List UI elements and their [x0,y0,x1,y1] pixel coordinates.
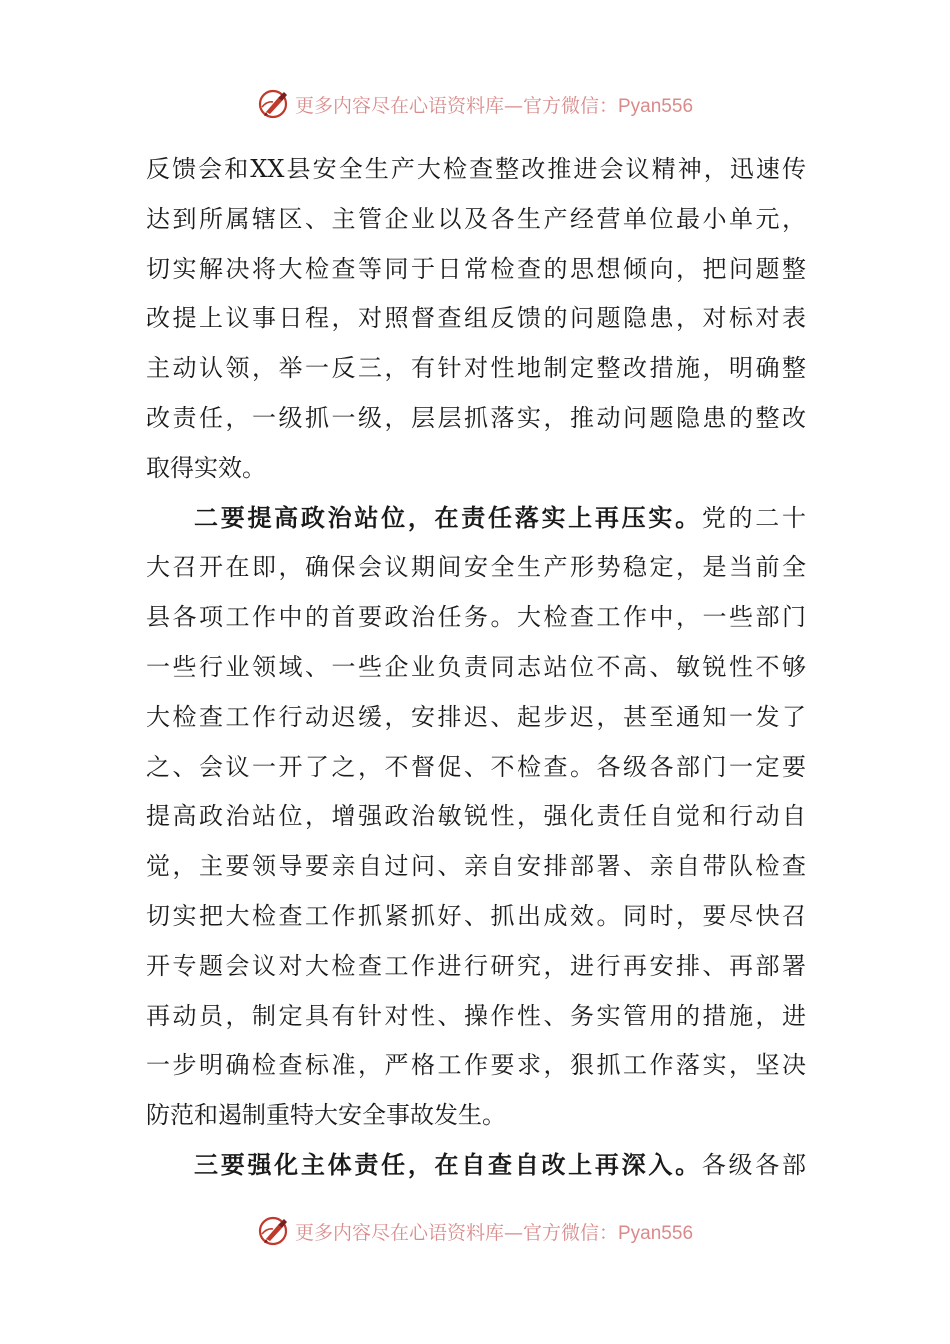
watermark-label: 更多内容尽在心语资料库—官方微信： [294,94,618,117]
text-line: 之、会议一开了之，不督促、不检查。各级各部门一定要 [146,752,806,781]
footer-watermark-banner [0,1211,950,1251]
text-line: 达到所属辖区、主管企业以及各生产经营单位最小单元， [146,204,806,233]
document-body [146,145,806,1191]
header-watermark-banner [0,84,950,124]
text-line: 切实解决将大检查等同于日常检查的思想倾向，把问题整 [146,254,806,283]
pen-nib-logo-icon [257,1214,291,1248]
text-line: 县各项工作中的首要政治任务。大检查工作中，一些部门 [146,603,806,632]
text-line: 切实把大检查工作抓紧抓好、抓出成效。同时，要尽快召 [146,901,806,930]
section-heading: 三要强化主体责任，在自查自改上再深入。 [194,1150,702,1179]
paragraph-3-first-line [146,1141,806,1191]
text-line: 反馈会和XX县安全生产大检查整改推进会议精神，迅速传 [146,155,806,183]
text-line: 一些行业领域、一些企业负责同志站位不高、敏锐性不够 [146,652,806,681]
text-line: 大召开在即，确保会议期间安全生产形势稳定，是当前全 [146,553,806,582]
text-span: 党的二十 [701,503,806,532]
wechat-handle: Pyan556 [618,1222,694,1244]
text-line: 取得实效。 [146,453,266,482]
pen-nib-logo-icon [257,87,291,121]
paragraph-1 [146,145,806,494]
text-line: 改责任，一级抓一级，层层抓落实，推动问题隐患的整改 [146,403,806,432]
text-line: 防范和遏制重特大安全事故发生。 [146,1101,506,1130]
paragraph-2 [146,494,806,1141]
paragraph-3 [146,1141,806,1191]
text-line: 提高政治站位，增强政治敏锐性，强化责任自觉和行动自 [146,802,806,831]
text-line: 改提上议事日程，对照督查组反馈的问题隐患，对标对表 [146,304,806,333]
watermark-text [295,91,693,118]
text-line: 大检查工作行动迟缓，安排迟、起步迟，甚至通知一发了 [146,702,806,731]
wechat-handle: Pyan556 [618,95,694,117]
watermark-label: 更多内容尽在心语资料库—官方微信： [294,1221,618,1244]
text-line: 觉，主要领导要亲自过问、亲自安排部署、亲自带队检查 [146,852,806,881]
text-line: 开专题会议对大检查工作进行研究，进行再安排、再部署 [146,951,806,980]
text-line: 主动认领，举一反三，有针对性地制定整改措施，明确整 [146,354,806,383]
text-line: 一步明确检查标准，严格工作要求，狠抓工作落实，坚决 [146,1051,806,1080]
watermark-text [295,1218,693,1245]
paragraph-2-first-line [146,494,806,544]
text-line: 再动员，制定具有针对性、操作性、务实管用的措施，进 [146,1001,806,1030]
text-span: 各级各部 [701,1150,806,1179]
section-heading: 二要提高政治站位，在责任落实上再压实。 [194,503,702,532]
